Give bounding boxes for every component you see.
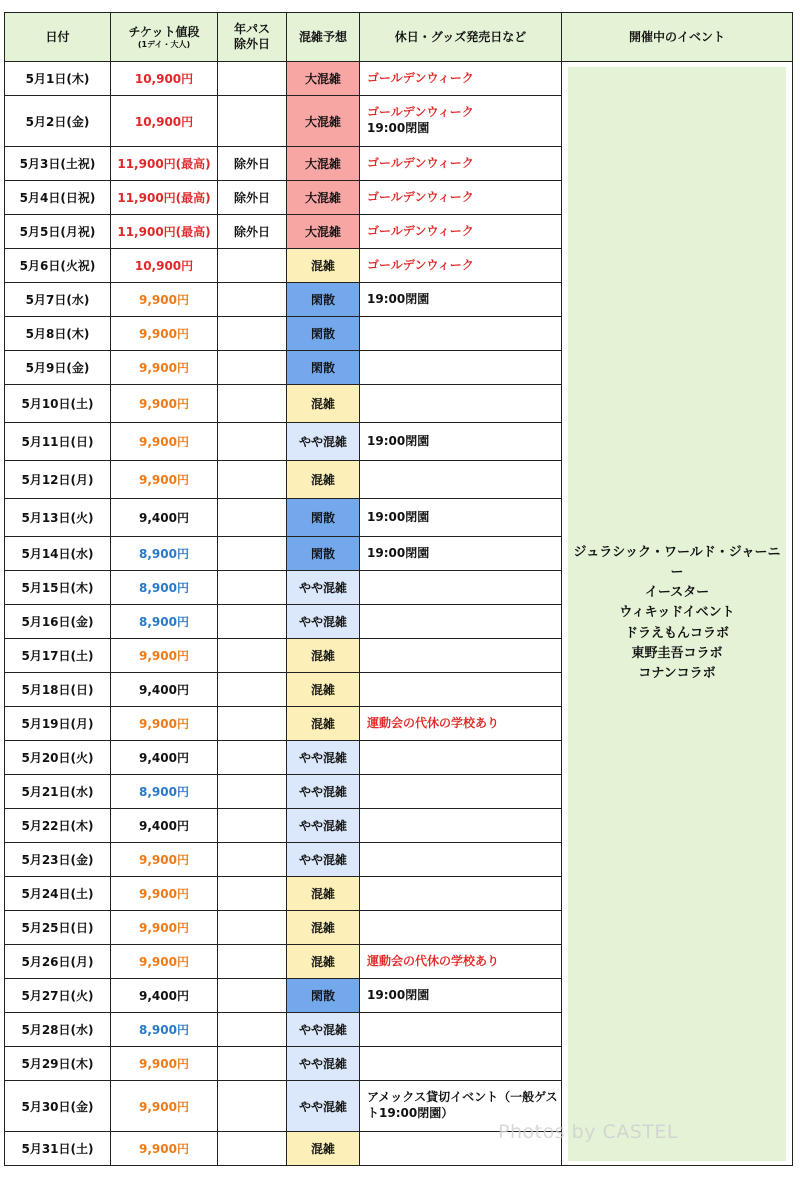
price-cell: 11,900円(最高)	[111, 181, 218, 215]
notes-cell	[360, 317, 562, 351]
price-cell: 8,900円	[111, 571, 218, 605]
price-cell: 9,900円	[111, 877, 218, 911]
events-cell	[562, 62, 793, 1166]
note-text: ゴールデンウィーク	[367, 70, 474, 85]
price-cell: 9,900円	[111, 317, 218, 351]
price-cell: 10,900円	[111, 62, 218, 96]
crowd-badge: 混雑	[287, 945, 360, 979]
date-cell: 5月30日(金)	[5, 1081, 111, 1132]
crowd-badge: やや混雑	[287, 1013, 360, 1047]
date-cell: 5月27日(火)	[5, 979, 111, 1013]
annual-pass-cell: 除外日	[218, 181, 287, 215]
price-cell: 9,900円	[111, 911, 218, 945]
header-row	[5, 13, 793, 62]
annual-pass-cell	[218, 62, 287, 96]
price-cell: 9,400円	[111, 809, 218, 843]
crowd-badge: やや混雑	[287, 1047, 360, 1081]
event-item: ジュラシック・ワールド・ジャーニー	[573, 545, 781, 581]
date-cell: 5月10日(土)	[5, 385, 111, 423]
crowd-badge: 混雑	[287, 1132, 360, 1166]
crowd-badge: やや混雑	[287, 775, 360, 809]
notes-cell	[360, 96, 562, 147]
crowd-calendar-table	[4, 12, 793, 1166]
price-cell: 9,400円	[111, 741, 218, 775]
price-cell: 9,900円	[111, 1132, 218, 1166]
note-text: 19:00閉園	[367, 509, 430, 524]
header-notes: 休日・グッズ発売日など	[360, 13, 562, 62]
price-cell: 11,900円(最高)	[111, 147, 218, 181]
date-cell: 5月1日(木)	[5, 62, 111, 96]
price-cell: 9,900円	[111, 423, 218, 461]
crowd-badge: やや混雑	[287, 843, 360, 877]
price-cell: 9,900円	[111, 1081, 218, 1132]
annual-pass-cell: 除外日	[218, 147, 287, 181]
crowd-badge: 大混雑	[287, 147, 360, 181]
date-cell: 5月6日(火祝)	[5, 249, 111, 283]
notes-cell	[360, 385, 562, 423]
notes-cell	[360, 351, 562, 385]
crowd-badge: やや混雑	[287, 809, 360, 843]
event-item: ウィキッドイベント	[619, 605, 735, 621]
date-cell: 5月31日(土)	[5, 1132, 111, 1166]
date-cell: 5月28日(水)	[5, 1013, 111, 1047]
crowd-badge: 混雑	[287, 911, 360, 945]
date-cell: 5月23日(金)	[5, 843, 111, 877]
crowd-badge: 閑散	[287, 283, 360, 317]
notes-cell	[360, 945, 562, 979]
annual-pass-cell	[218, 741, 287, 775]
crowd-badge: 大混雑	[287, 96, 360, 147]
date-cell: 5月19日(月)	[5, 707, 111, 741]
crowd-badge: 混雑	[287, 385, 360, 423]
notes-cell	[360, 181, 562, 215]
date-cell: 5月29日(木)	[5, 1047, 111, 1081]
annual-pass-cell	[218, 96, 287, 147]
price-cell: 9,900円	[111, 385, 218, 423]
crowd-badge: 閑散	[287, 537, 360, 571]
price-cell: 9,900円	[111, 351, 218, 385]
price-cell: 9,900円	[111, 1047, 218, 1081]
note-text: 19:00閉園	[367, 121, 430, 135]
date-cell: 5月5日(月祝)	[5, 215, 111, 249]
price-cell: 8,900円	[111, 775, 218, 809]
header-price-sub: (1デイ・大人)	[137, 39, 191, 49]
annual-pass-cell	[218, 877, 287, 911]
notes-cell	[360, 499, 562, 537]
annual-pass-cell	[218, 673, 287, 707]
date-cell: 5月13日(火)	[5, 499, 111, 537]
crowd-badge: 大混雑	[287, 62, 360, 96]
annual-pass-cell	[218, 707, 287, 741]
note-text: ゴールデンウィーク	[367, 189, 474, 204]
date-cell: 5月16日(金)	[5, 605, 111, 639]
annual-pass-cell	[218, 283, 287, 317]
crowd-badge: 閑散	[287, 499, 360, 537]
price-cell: 9,400円	[111, 673, 218, 707]
notes-cell	[360, 147, 562, 181]
annual-pass-cell	[218, 639, 287, 673]
notes-cell	[360, 741, 562, 775]
annual-pass-cell	[218, 1132, 287, 1166]
date-cell: 5月8日(木)	[5, 317, 111, 351]
crowd-badge: 混雑	[287, 639, 360, 673]
note-text: アメックス貸切イベント（一般ゲスト19:00閉園）	[367, 1090, 558, 1120]
header-events: 開催中のイベント	[562, 13, 793, 62]
notes-cell	[360, 249, 562, 283]
date-cell: 5月2日(金)	[5, 96, 111, 147]
notes-cell	[360, 639, 562, 673]
annual-pass-cell	[218, 317, 287, 351]
price-cell: 9,900円	[111, 461, 218, 499]
price-cell: 9,900円	[111, 707, 218, 741]
crowd-badge: 混雑	[287, 461, 360, 499]
crowd-badge: やや混雑	[287, 571, 360, 605]
notes-cell	[360, 283, 562, 317]
date-cell: 5月17日(土)	[5, 639, 111, 673]
notes-cell	[360, 605, 562, 639]
event-item: ドラえもんコラボ	[624, 625, 729, 641]
notes-cell	[360, 215, 562, 249]
date-cell: 5月7日(水)	[5, 283, 111, 317]
annual-pass-cell	[218, 1081, 287, 1132]
annual-pass-cell	[218, 843, 287, 877]
event-item: コナンコラボ	[638, 665, 716, 681]
annual-pass-cell: 除外日	[218, 215, 287, 249]
note-text: 19:00閉園	[367, 987, 430, 1002]
crowd-badge: やや混雑	[287, 423, 360, 461]
notes-cell	[360, 1047, 562, 1081]
header-price-label: チケット値段	[128, 24, 200, 39]
date-cell: 5月24日(土)	[5, 877, 111, 911]
date-cell: 5月12日(月)	[5, 461, 111, 499]
notes-cell	[360, 911, 562, 945]
notes-cell	[360, 571, 562, 605]
crowd-badge: 大混雑	[287, 181, 360, 215]
header-annual-pass: 年パス 除外日	[218, 13, 287, 62]
event-item: イースター	[644, 585, 710, 601]
price-cell: 8,900円	[111, 1013, 218, 1047]
note-text: ゴールデンウィーク	[367, 257, 474, 272]
annual-pass-cell	[218, 911, 287, 945]
crowd-badge: やや混雑	[287, 741, 360, 775]
price-cell: 9,900円	[111, 639, 218, 673]
notes-cell	[360, 673, 562, 707]
notes-cell	[360, 877, 562, 911]
annual-pass-cell	[218, 499, 287, 537]
crowd-badge: 閑散	[287, 317, 360, 351]
date-cell: 5月22日(木)	[5, 809, 111, 843]
note-text: ゴールデンウィーク	[367, 155, 474, 170]
note-text: ゴールデンウィーク	[367, 223, 474, 238]
annual-pass-cell	[218, 571, 287, 605]
annual-pass-cell	[218, 423, 287, 461]
annual-pass-cell	[218, 945, 287, 979]
crowd-badge: 大混雑	[287, 215, 360, 249]
price-cell: 11,900円(最高)	[111, 215, 218, 249]
annual-pass-cell	[218, 461, 287, 499]
price-cell: 9,400円	[111, 979, 218, 1013]
header-date: 日付	[5, 13, 111, 62]
note-text: 19:00閉園	[367, 291, 430, 306]
price-cell: 8,900円	[111, 605, 218, 639]
price-cell: 9,900円	[111, 843, 218, 877]
notes-cell	[360, 423, 562, 461]
annual-pass-cell	[218, 1047, 287, 1081]
date-cell: 5月21日(水)	[5, 775, 111, 809]
price-cell: 9,900円	[111, 945, 218, 979]
annual-pass-cell	[218, 775, 287, 809]
note-text: ゴールデンウィーク	[367, 105, 474, 120]
price-cell: 8,900円	[111, 537, 218, 571]
crowd-badge: 混雑	[287, 249, 360, 283]
annual-pass-cell	[218, 979, 287, 1013]
price-cell: 10,900円	[111, 96, 218, 147]
date-cell: 5月4日(日祝)	[5, 181, 111, 215]
date-cell: 5月14日(水)	[5, 537, 111, 571]
notes-cell	[360, 461, 562, 499]
header-price	[111, 13, 218, 62]
annual-pass-cell	[218, 537, 287, 571]
date-cell: 5月3日(土祝)	[5, 147, 111, 181]
notes-cell	[360, 843, 562, 877]
watermark: Photos by CASTEL	[498, 1121, 679, 1143]
note-text: 19:00閉園	[367, 545, 430, 560]
date-cell: 5月15日(木)	[5, 571, 111, 605]
annual-pass-cell	[218, 351, 287, 385]
crowd-badge: 閑散	[287, 351, 360, 385]
notes-cell	[360, 775, 562, 809]
crowd-badge: やや混雑	[287, 1081, 360, 1132]
date-cell: 5月18日(日)	[5, 673, 111, 707]
annual-pass-cell	[218, 605, 287, 639]
crowd-badge: 混雑	[287, 707, 360, 741]
notes-cell	[360, 62, 562, 96]
date-cell: 5月11日(日)	[5, 423, 111, 461]
notes-cell	[360, 1013, 562, 1047]
calendar-body	[5, 62, 793, 1166]
crowd-badge: 混雑	[287, 673, 360, 707]
events-panel	[568, 67, 786, 1161]
note-text: 19:00閉園	[367, 433, 430, 448]
notes-cell	[360, 809, 562, 843]
event-item: 東野圭吾コラボ	[631, 645, 723, 661]
price-cell: 10,900円	[111, 249, 218, 283]
date-cell: 5月20日(火)	[5, 741, 111, 775]
date-cell: 5月26日(月)	[5, 945, 111, 979]
notes-cell	[360, 537, 562, 571]
crowd-badge: 混雑	[287, 877, 360, 911]
note-text: 運動会の代休の学校あり	[367, 715, 500, 730]
header-crowd: 混雑予想	[287, 13, 360, 62]
price-cell: 9,400円	[111, 499, 218, 537]
price-cell: 9,900円	[111, 283, 218, 317]
notes-cell	[360, 707, 562, 741]
annual-pass-cell	[218, 1013, 287, 1047]
annual-pass-cell	[218, 385, 287, 423]
note-text: 運動会の代休の学校あり	[367, 953, 500, 968]
annual-pass-cell	[218, 809, 287, 843]
crowd-badge: やや混雑	[287, 605, 360, 639]
date-cell: 5月25日(日)	[5, 911, 111, 945]
table-row	[5, 62, 793, 96]
crowd-badge: 閑散	[287, 979, 360, 1013]
notes-cell	[360, 979, 562, 1013]
annual-pass-cell	[218, 249, 287, 283]
date-cell: 5月9日(金)	[5, 351, 111, 385]
